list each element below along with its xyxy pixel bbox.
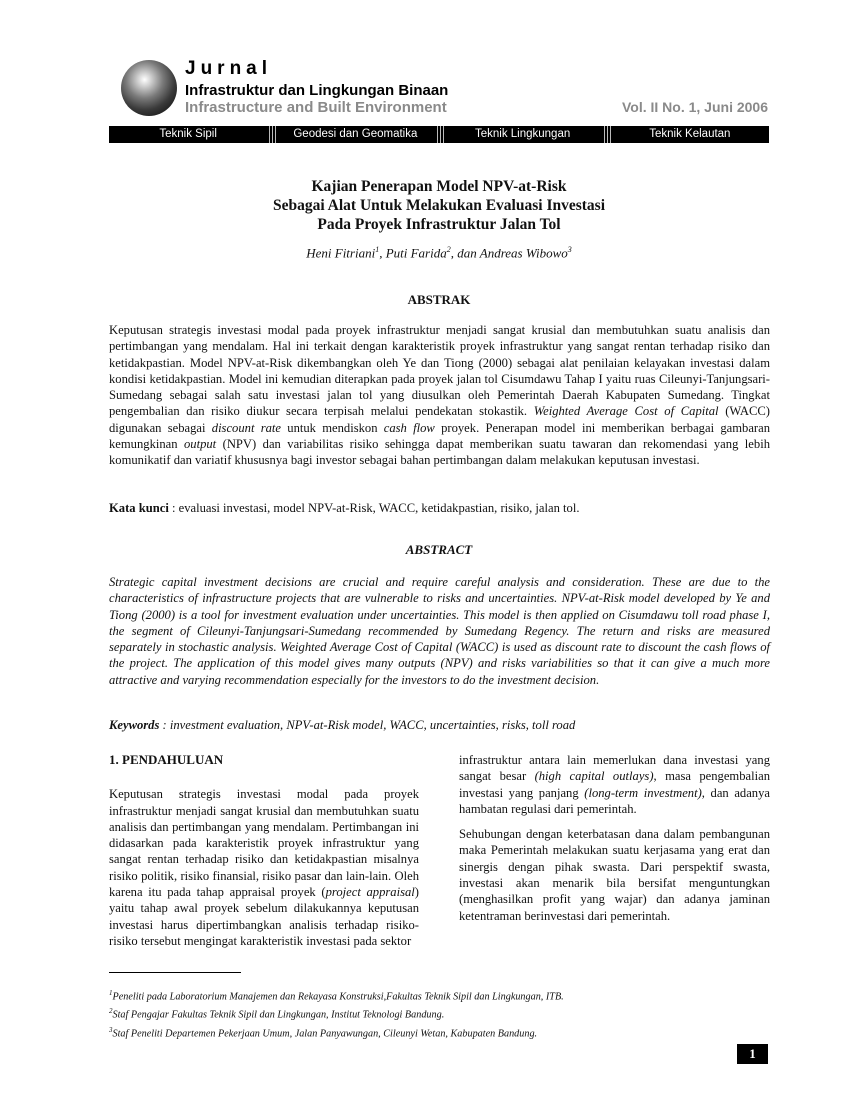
- abstract-keywords: [109, 717, 770, 733]
- footnote-mark: 2: [109, 1007, 113, 1016]
- body-paragraph: [459, 752, 770, 817]
- footnote-text: Peneliti pada Laboratorium Manajemen dan Rekayasa Konstruksi,Fakultas Teknik Sipil dan Lingkungan, ITB.: [112, 991, 564, 1003]
- journal-volume: Vol. II No. 1, Juni 2006: [621, 99, 768, 115]
- right-column: [459, 752, 770, 924]
- body-term: (high capital outlays): [534, 769, 654, 784]
- abstrak-text: (NPV) dan variabilitas risiko sehingga dapat memberikan suatu tawaran dan rekomendasi yang lebih komunikatif dan variatif khususnya bagi investor sebagai bahan pertimbangan dalam melakukan keputusan investasi.: [109, 437, 770, 468]
- left-column: [109, 752, 419, 949]
- footnote-text: Staf Peneliti Departemen Pekerjaan Umum, Jalan Panyawungan, Cileunyi Wetan, Kabupaten Bandung.: [112, 1028, 538, 1040]
- nav-item-geodesi: Geodesi dan Geomatika: [293, 128, 418, 140]
- author-separator: , dan: [450, 245, 480, 261]
- author-affiliation-mark: 3: [567, 245, 572, 254]
- body-text: , masa pengembalian investasi yang panjang: [459, 769, 770, 800]
- journal-subtitle-en: Infrastructure and Built Environment: [185, 99, 447, 116]
- body-paragraph: [109, 786, 419, 949]
- author-affiliation-mark: 2: [446, 245, 451, 254]
- nav-separator: [602, 126, 611, 143]
- footnotes: [109, 986, 770, 1041]
- body-term: (long-term investment): [584, 785, 702, 800]
- keywords-label: Keywords: [109, 718, 160, 732]
- journal-subtitle-id: Infrastruktur dan Lingkungan Binaan: [185, 82, 449, 99]
- author-name: Puti Farida: [385, 245, 447, 261]
- abstrak-term: discount rate: [211, 420, 281, 435]
- footnote-mark: 3: [109, 1025, 113, 1034]
- journal-title: Jurnal: [185, 58, 273, 79]
- author-name: Heni Fitriani: [306, 245, 376, 261]
- author-list: [109, 245, 769, 261]
- keywords-label: Kata kunci: [109, 501, 169, 515]
- nav-item-teknik-lingkungan: Teknik Lingkungan: [474, 128, 571, 140]
- footnote-mark: 1: [109, 989, 113, 997]
- abstrak-term: cash flow: [383, 420, 435, 435]
- author-affiliation-mark: 1: [375, 245, 380, 254]
- page-number: 1: [737, 1044, 768, 1064]
- nav-item-teknik-kelautan: Teknik Kelautan: [649, 128, 731, 140]
- paper-title-line: Pada Proyek Infrastruktur Jalan Tol: [317, 216, 561, 233]
- department-bar: [109, 126, 769, 143]
- nav-separator: [267, 126, 276, 143]
- paper-title-line: Sebagai Alat Untuk Melakukan Evaluasi Investasi: [272, 197, 606, 214]
- journal-logo-sphere: [121, 60, 177, 116]
- abstrak-keywords: [109, 500, 770, 516]
- nav-separator: [435, 126, 444, 143]
- body-text: infrastruktur antara lain memerlukan dana investasi yang sangat besar: [459, 753, 770, 784]
- nav-item-teknik-sipil: Teknik Sipil: [159, 128, 217, 140]
- body-text: ) yaitu tahap awal proyek sebelum dilakukannya keputusan investasi harus dipertimbangkan analisis terhadap risiko-risiko tersebut mengingat karakteristik investasi pada sektor: [109, 885, 419, 948]
- footnote-rule: [109, 972, 241, 973]
- footnote: [109, 1023, 770, 1041]
- body-paragraph: Sehubungan dengan keterbatasan dana dalam pembangunan maka Pemerintah melakukan suatu kerjasama yang erat dan sinergis dengan pihak swasta. Dari perspektif swasta, investasi akan menarik bila bersifat menguntungkan (menghasilkan profit yang wajar) dan adanya jaminan ketentraman berinvestasi dari pemerintah.: [459, 827, 770, 923]
- abstract-heading: ABSTRACT: [405, 542, 473, 557]
- section-heading: 1. PENDAHULUAN: [109, 752, 224, 767]
- abstrak-text: untuk mendiskon: [281, 420, 384, 435]
- abstrak-body: [109, 322, 770, 469]
- body-text: , dan adanya hambatan regulasi dari pemerintah.: [459, 785, 770, 816]
- body-term: project appraisal: [325, 885, 415, 900]
- keywords-text: : investment evaluation, NPV-at-Risk model, WACC, uncertainties, risks, toll road: [159, 718, 576, 732]
- footnote: [109, 986, 770, 1004]
- keywords-text: : evaluasi investasi, model NPV-at-Risk, WACC, ketidakpastian, risiko, jalan tol.: [168, 501, 580, 515]
- footnote: [109, 1004, 770, 1022]
- body-text: Keputusan strategis investasi modal pada proyek infrastruktur menjadi sangat krusial dan membutuhkan suatu analisis dan pertimbangan yang mendalam. Pertimbangan ini didasarkan pada karakteristik proyek infrastruktur yang sangat rentan terhadap risiko dan ketidakpastian misalnya risiko politik, risiko finansial, risiko pasar dan lain-lain. Oleh karena itu pada tahap appraisal proyek (: [109, 787, 419, 900]
- paper-title-line: Kajian Penerapan Model NPV-at-Risk: [311, 178, 567, 195]
- abstrak-text: (WACC) digunakan sebagai: [109, 404, 771, 435]
- abstrak-text: Keputusan strategis investasi modal pada proyek infrastruktur menjadi sangat krusial dan membutuhkan suatu analisis dan pertimbangan yang mendalam. Hal ini terkait dengan karakteristik proyek infrastruktur yang sangat rentan terhadap risiko dan ketidakpastian. Model NPV-at-Risk dikembangkan oleh Ye dan Tiong (2000) sebagai alat penilaian kelayakan investasi dalam kondisi ketidakpastian. Model ini kemudian diterapkan pada proyek jalan tol Cisumdawu Tahap I yaitu ruas Cileunyi-Tanjungsari-Sumedang sebagai salah satu investasi jalan tol yang diusulkan oleh Pemerintah Daerah Kabupaten Sumedang. Tingkat pengembalian dan risiko diukur secara terpisah melalui pendekatan stokastik.: [109, 323, 770, 419]
- author-name: Andreas Wibowo: [479, 245, 568, 261]
- abstract-body: Strategic capital investment decisions are crucial and require careful analysis and consideration. These are due to the characteristics of infrastructure projects that are vulnerable to risks and uncertainties. NPV-at-Risk model developed by Ye and Tiong (2000) is a tool for investment evaluation under uncertainties. This model is then applied on Cisumdawu toll road phase I, the segment of Cileunyi-Tanjungsari-Sumedang recommended by Sumedang Regency. The return and risks are measured separately in stochastic analysis. Weighted Average Cost of Capital (WACC) is used as discount rate to discount the cash flows of the project. The application of this model gives many outputs (NPV) and risks variabilities so that it can give a much more attractive and varying recommendation especially for the investors to do the investment decision.: [109, 575, 770, 687]
- abstrak-heading: ABSTRAK: [407, 292, 471, 307]
- abstrak-text: proyek. Penerapan model ini memberikan berbagai gambaran kemungkinan: [109, 420, 770, 452]
- abstrak-term: output: [184, 437, 217, 452]
- abstrak-term: Weighted Average Cost of Capital: [533, 404, 719, 419]
- author-separator: ,: [379, 245, 386, 261]
- footnote-text: Staf Pengajar Fakultas Teknik Sipil dan Lingkungan, Institut Teknologi Bandung.: [112, 1009, 445, 1021]
- paper-title: [109, 177, 769, 234]
